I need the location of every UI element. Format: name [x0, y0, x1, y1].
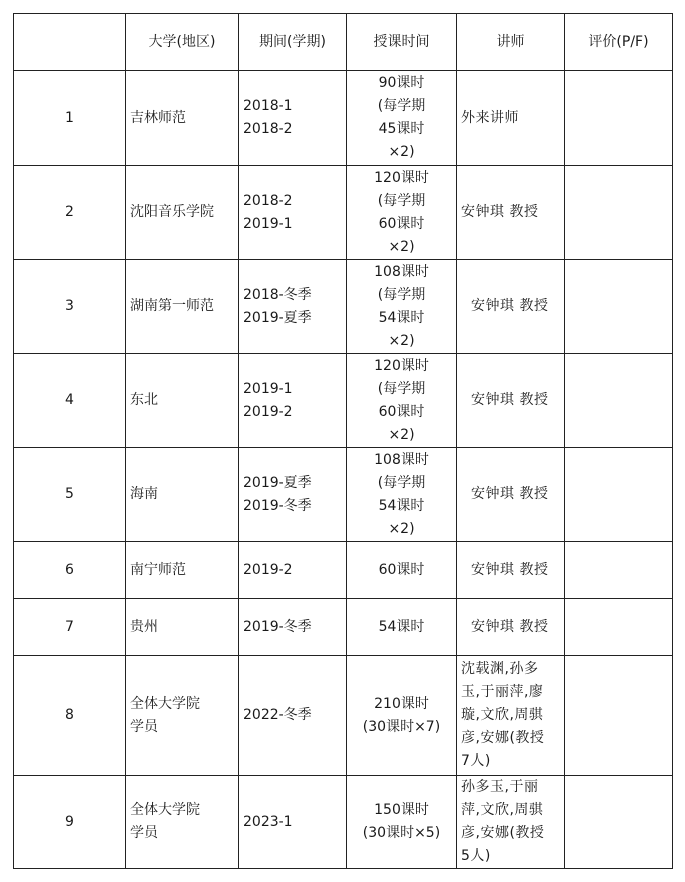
header-row [14, 14, 673, 71]
cell-period-line: 2018-2 [243, 192, 293, 209]
cell-university [126, 599, 239, 656]
cell-hours [347, 776, 457, 869]
cell-teacher-line: 安钟琪 教授 [471, 618, 549, 635]
cell-university-line: 贵州 [130, 618, 158, 635]
cell-university [126, 260, 239, 354]
cell-teacher-line: 萍,文欣,周骐 [461, 802, 544, 818]
cell-teacher [457, 354, 565, 448]
cell-university-line: 学员 [130, 825, 158, 841]
cell-university [126, 776, 239, 869]
table-row [14, 448, 673, 542]
cell-index: 1 [14, 71, 126, 166]
cell-hours-line: ×2) [388, 426, 415, 443]
cell-hours-line: 108课时 [374, 451, 429, 468]
cell-hours [347, 260, 457, 354]
cell-period [239, 448, 347, 542]
table-row [14, 776, 673, 869]
cell-teacher-line: 安钟琪 教授 [471, 486, 549, 502]
cell-hours-line: 90课时 [378, 75, 425, 91]
cell-period-line: 2018-1 [243, 98, 293, 114]
cell-hours [347, 448, 457, 542]
cell-evaluation [565, 656, 673, 776]
cell-university-line: 东北 [130, 392, 158, 408]
cell-hours-line: 120课时 [374, 169, 429, 186]
cell-teacher-line: 彦,安娜(教授 [461, 730, 545, 746]
cell-teacher [457, 166, 565, 260]
table-row [14, 71, 673, 166]
table-row [14, 599, 673, 656]
cell-period-line: 2019-2 [243, 403, 293, 420]
cell-evaluation [565, 776, 673, 869]
cell-university [126, 656, 239, 776]
course-schedule-table [13, 13, 673, 869]
table-row [14, 354, 673, 448]
cell-period-line: 2018-2 [243, 121, 293, 137]
cell-teacher [457, 542, 565, 599]
cell-university-line: 吉林师范 [130, 109, 186, 126]
cell-university-line: 学员 [130, 718, 158, 735]
cell-index: 2 [14, 166, 126, 260]
cell-teacher [457, 448, 565, 542]
cell-period-line: 2019-1 [243, 380, 293, 397]
cell-teacher-line: 玉,于丽萍,廖 [461, 684, 544, 700]
cell-evaluation [565, 166, 673, 260]
cell-index: 4 [14, 354, 126, 448]
cell-teacher-line: 安钟琪 教授 [471, 561, 549, 578]
cell-hours-line: (每学期 [377, 192, 426, 209]
cell-university [126, 354, 239, 448]
cell-university-line: 南宁师范 [130, 561, 186, 578]
cell-hours-line: ×2) [388, 144, 415, 160]
cell-hours-line: 210课时 [374, 695, 429, 712]
cell-hours-line: ×2) [388, 520, 415, 537]
cell-teacher-line: 沈载渊,孙多 [461, 661, 539, 677]
table-row [14, 542, 673, 599]
cell-hours-line: 54课时 [378, 309, 425, 326]
header-index [14, 14, 126, 71]
cell-period-line: 2019-夏季 [243, 309, 312, 326]
cell-university-line: 海南 [130, 486, 158, 502]
cell-period-line: 2019-冬季 [243, 618, 312, 635]
cell-index: 8 [14, 656, 126, 776]
header-teacher: 讲师 [457, 14, 565, 71]
cell-index: 6 [14, 542, 126, 599]
header-university: 大学(地区) [126, 14, 239, 71]
cell-hours-line: ×2) [388, 238, 415, 255]
cell-teacher-line: 安钟琪 教授 [461, 204, 539, 220]
cell-hours [347, 166, 457, 260]
cell-period [239, 354, 347, 448]
cell-teacher-line: 安钟琪 教授 [471, 298, 549, 314]
cell-hours-line: 54课时 [378, 618, 425, 635]
cell-hours [347, 599, 457, 656]
table-row [14, 166, 673, 260]
cell-teacher [457, 776, 565, 869]
cell-evaluation [565, 354, 673, 448]
cell-teacher [457, 71, 565, 166]
cell-index: 3 [14, 260, 126, 354]
cell-teacher [457, 260, 565, 354]
cell-evaluation [565, 448, 673, 542]
cell-period [239, 776, 347, 869]
cell-evaluation [565, 260, 673, 354]
cell-evaluation [565, 542, 673, 599]
cell-hours-line: 54课时 [378, 497, 425, 514]
header-period: 期间(学期) [239, 14, 347, 71]
cell-period-line: 2019-夏季 [243, 474, 312, 491]
cell-period [239, 599, 347, 656]
cell-evaluation [565, 71, 673, 166]
cell-university-line: 全体大学院 [130, 695, 200, 712]
cell-teacher [457, 599, 565, 656]
cell-period-line: 2019-1 [243, 215, 293, 232]
cell-period-line: 2019-冬季 [243, 497, 312, 514]
cell-period [239, 260, 347, 354]
cell-period-line: 2023-1 [243, 813, 293, 830]
cell-university-line: 湖南第一师范 [130, 298, 214, 314]
cell-hours-line: ×2) [388, 332, 415, 349]
cell-teacher-line: 彦,安娜(教授 [461, 825, 545, 841]
cell-university [126, 448, 239, 542]
cell-teacher-line: 孙多玉,于丽 [461, 779, 539, 795]
header-hours: 授课时间 [347, 14, 457, 71]
header-evaluation: 评价(P/F) [565, 14, 673, 71]
cell-period [239, 656, 347, 776]
cell-teacher-line: 安钟琪 教授 [471, 392, 549, 408]
cell-teacher [457, 656, 565, 776]
cell-hours [347, 542, 457, 599]
cell-hours [347, 656, 457, 776]
cell-period-line: 2019-2 [243, 561, 293, 578]
cell-teacher-line: 7人) [461, 753, 491, 769]
cell-teacher-line: 5人) [461, 848, 491, 864]
cell-university [126, 542, 239, 599]
cell-hours-line: (30课时×7) [362, 718, 441, 735]
cell-hours-line: 60课时 [378, 215, 425, 232]
cell-hours-line: (30课时×5) [362, 825, 441, 841]
cell-period [239, 166, 347, 260]
cell-hours-line: 150课时 [374, 802, 429, 818]
cell-period [239, 71, 347, 166]
cell-index: 7 [14, 599, 126, 656]
cell-teacher-line: 璇,文欣,周骐 [461, 707, 544, 723]
cell-period-line: 2018-冬季 [243, 286, 312, 303]
cell-hours-line: (每学期 [377, 380, 426, 397]
cell-period [239, 542, 347, 599]
cell-index: 5 [14, 448, 126, 542]
table-row [14, 260, 673, 354]
cell-index: 9 [14, 776, 126, 869]
cell-teacher-line: 外来讲师 [461, 109, 519, 126]
cell-university [126, 71, 239, 166]
cell-period-line: 2022-冬季 [243, 707, 312, 723]
cell-hours [347, 354, 457, 448]
cell-university [126, 166, 239, 260]
cell-university-line: 沈阳音乐学院 [130, 204, 214, 220]
cell-hours-line: 60课时 [378, 403, 425, 420]
cell-hours [347, 71, 457, 166]
cell-hours-line: (每学期 [377, 286, 426, 303]
table-row [14, 656, 673, 776]
cell-hours-line: (每学期 [377, 474, 426, 491]
cell-hours-line: 45课时 [378, 121, 425, 137]
cell-hours-line: 108课时 [374, 263, 429, 280]
cell-evaluation [565, 599, 673, 656]
cell-hours-line: 120课时 [374, 357, 429, 374]
cell-hours-line: 60课时 [378, 561, 425, 578]
cell-university-line: 全体大学院 [130, 802, 200, 818]
cell-hours-line: (每学期 [377, 98, 426, 114]
